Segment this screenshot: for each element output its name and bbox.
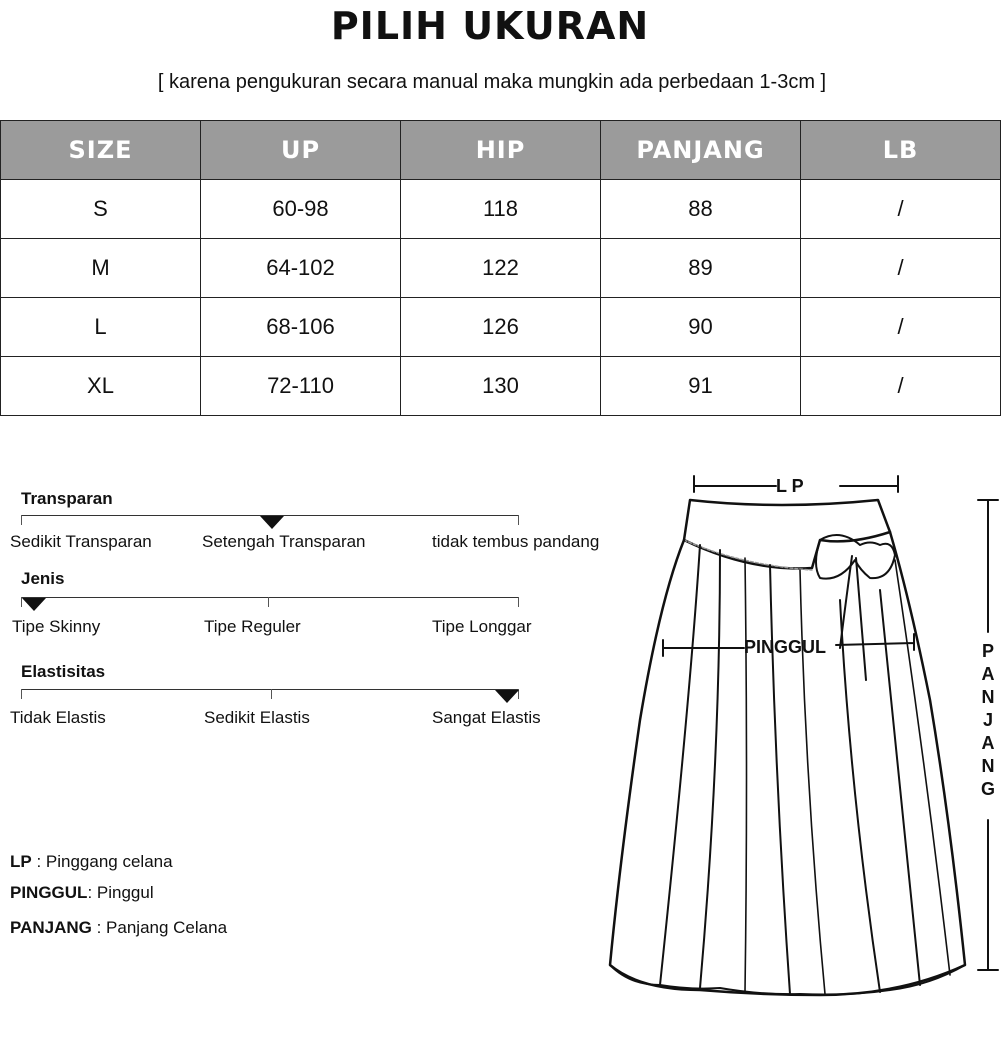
cell-panjang: 89 [601,239,801,298]
panjang-letter: P [981,641,994,661]
cell-panjang: 91 [601,357,801,416]
legend-panjang [10,918,227,938]
cell-up: 68-106 [201,298,401,357]
jenis-title: Jenis [21,569,65,588]
header-size: SIZE [1,121,201,180]
lp-label: L P [776,476,804,496]
legend-lp-key: LP [10,852,32,871]
cell-up: 72-110 [201,357,401,416]
cell-lb: / [801,180,1001,239]
legend-lp-desc: : Pinggang celana [31,852,173,871]
cell-hip: 130 [401,357,601,416]
transparan-option: tidak tembus pandang [432,532,600,551]
transparan-option: Sedikit Transparan [10,532,152,551]
legend-lp [10,852,173,872]
cell-size: S [1,180,201,239]
panjang-letter: G [980,779,995,799]
legend-pinggul [10,883,154,903]
size-table-header [1,121,1001,180]
scale-tick [518,597,519,607]
cell-lb: / [801,239,1001,298]
measurement-note: [ karena pengukuran secara manual maka mungkin ada perbedaan 1-3cm ] [157,71,827,93]
elastisitas-line [21,689,519,690]
elastisitas-title: Elastisitas [21,662,106,681]
legend-pinggul-key: PINGGUL [10,883,88,902]
cell-panjang: 90 [601,298,801,357]
legend-pinggul-desc: : Pinggul [87,883,154,902]
page-title: PILIH UKURAN [330,4,650,48]
cell-size: M [1,239,201,298]
table-row [1,239,1001,298]
elastisitas-option: Tidak Elastis [10,708,106,727]
skirt-illustration [600,460,1005,1020]
cell-hip: 118 [401,180,601,239]
cell-hip: 126 [401,298,601,357]
transparan-title: Transparan [21,489,113,508]
elastisitas-option: Sedikit Elastis [204,708,310,727]
header-panjang: PANJANG [601,121,801,180]
cell-up: 60-98 [201,180,401,239]
elastisitas-selected-marker [495,690,519,703]
scale-tick [21,515,22,525]
scale-tick [21,689,22,699]
cell-size: L [1,298,201,357]
cell-hip: 122 [401,239,601,298]
pinggul-label: PINGGUL [744,637,827,657]
jenis-option: Tipe Skinny [12,617,101,636]
transparan-selected-marker [260,516,284,529]
header-up: UP [201,121,401,180]
header-lb: LB [801,121,1001,180]
elastisitas-option: Sangat Elastis [432,708,541,727]
header-hip: HIP [401,121,601,180]
cell-size: XL [1,357,201,416]
scale-tick [518,515,519,525]
scale-tick [268,597,269,607]
scale-tick [271,689,272,699]
panjang-letter: N [981,687,995,707]
panjang-letter: A [981,664,995,684]
legend-panjang-desc: : Panjang Celana [91,918,228,937]
jenis-option: Tipe Longgar [432,617,532,636]
cell-lb: / [801,298,1001,357]
jenis-option: Tipe Reguler [204,617,301,636]
panjang-letter: J [982,710,993,730]
jenis-line [21,597,519,598]
table-row [1,357,1001,416]
size-table [0,120,1001,416]
table-row [1,180,1001,239]
panjang-letter: N [981,756,995,776]
panjang-letter: A [981,733,995,753]
legend-panjang-key: PANJANG [10,918,92,937]
cell-lb: / [801,357,1001,416]
jenis-selected-marker [22,598,46,611]
table-row [1,298,1001,357]
panjang-vertical-label [978,640,998,801]
cell-up: 64-102 [201,239,401,298]
cell-panjang: 88 [601,180,801,239]
transparan-option: Setengah Transparan [202,532,366,551]
